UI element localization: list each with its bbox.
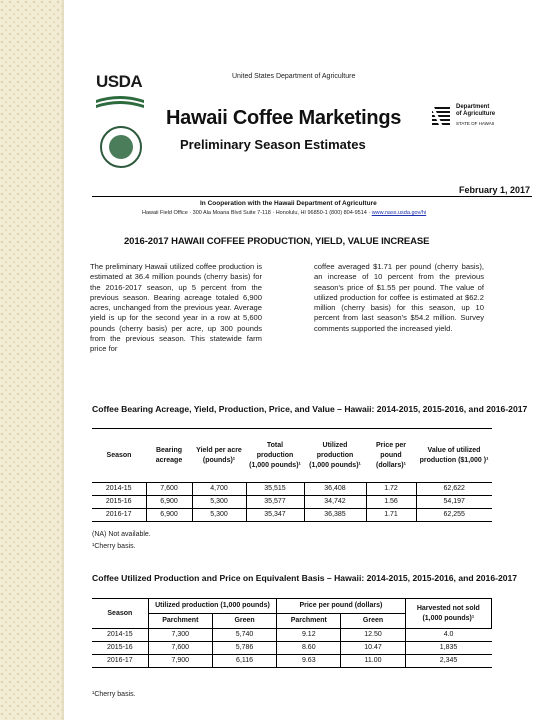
column-header: Harvested not sold (1,000 pounds)¹ xyxy=(405,599,491,629)
table-row xyxy=(92,496,492,509)
header-divider xyxy=(92,196,532,197)
equivalent-basis-table xyxy=(92,598,492,668)
document-page xyxy=(70,0,532,720)
column-header: Total production (1,000 pounds)¹ xyxy=(246,429,304,483)
usda-swoosh-icon xyxy=(96,94,144,112)
table-cell: 12.50 xyxy=(341,629,405,642)
table-row xyxy=(92,629,492,642)
column-header: Season xyxy=(92,429,146,483)
usda-logo xyxy=(96,72,148,118)
table-cell: 2014-15 xyxy=(92,483,146,496)
usda-logo-text: USDA xyxy=(96,72,143,91)
table-cell: 2014-15 xyxy=(92,629,148,642)
table-cell: 35,515 xyxy=(246,483,304,496)
column-header: Price per pound (dollars)¹ xyxy=(366,429,416,483)
column-header: Utilized production (1,000 pounds)¹ xyxy=(304,429,366,483)
column-header: Season xyxy=(92,599,148,629)
table-cell: 2016-17 xyxy=(92,655,148,668)
cooperation-line: In Cooperation with the Hawaii Department of Agriculture xyxy=(200,200,377,207)
column-group-header: Utilized production (1,000 pounds) xyxy=(148,599,276,614)
decorative-side-strip xyxy=(0,0,62,720)
hawaii-doa-line2: of Agriculture xyxy=(456,111,496,117)
table-cell: 1,835 xyxy=(405,642,491,655)
table-cell: 1.56 xyxy=(366,496,416,509)
table-cell: 54,197 xyxy=(416,496,492,509)
page-subtitle: Preliminary Season Estimates xyxy=(180,137,366,152)
table-cell: 9.12 xyxy=(277,629,341,642)
table-row xyxy=(92,483,492,496)
table-cell: 5,740 xyxy=(212,629,276,642)
us-department-label: United States Department of Agriculture xyxy=(232,73,356,80)
release-date: February 1, 2017 xyxy=(458,185,530,195)
table-cell: 5,300 xyxy=(192,509,246,522)
table-cell: 1.71 xyxy=(366,509,416,522)
production-table xyxy=(92,428,492,522)
page-title: Hawaii Coffee Marketings xyxy=(166,107,402,129)
table-cell: 10.47 xyxy=(341,642,405,655)
column-header: Bearing acreage xyxy=(146,429,192,483)
address-text: Hawaii Field Office · 300 Ala Moana Blvd Suite 7-118 · Honolulu, HI 96850-1 (800) 804-9514 · xyxy=(142,210,372,216)
column-header: Yield per acre (pounds)¹ xyxy=(192,429,246,483)
table-cell: 2,345 xyxy=(405,655,491,668)
table-cell: 7,300 xyxy=(148,629,212,642)
table-cell: 2015-16 xyxy=(92,642,148,655)
column-header: Value of utilized production ($1,000 )¹ xyxy=(416,429,492,483)
table-cell: 62,622 xyxy=(416,483,492,496)
website-link[interactable]: www.nass.usda.gov/hi xyxy=(371,210,427,216)
hawaii-doa-mark-icon xyxy=(430,104,452,130)
table-cell: 6,900 xyxy=(146,496,192,509)
table-cell: 5,786 xyxy=(212,642,276,655)
hawaii-doa-line1: Department xyxy=(456,104,490,110)
table-cell: 35,577 xyxy=(246,496,304,509)
table-cell: 36,408 xyxy=(304,483,366,496)
table2-title: Coffee Utilized Production and Price on Equivalent Basis – Hawaii: 2014-2015, 2015-2016, and 2016-2017 xyxy=(92,573,518,583)
table-cell: 9.63 xyxy=(277,655,341,668)
table-cell: 35,347 xyxy=(246,509,304,522)
column-group-header: Price per pound (dollars) xyxy=(277,599,405,614)
column-subheader: Green xyxy=(341,614,405,629)
body-paragraph-left: The preliminary Hawaii utilized coffee production is estimated at 36.4 million pounds (cherry basis) for the 2016-2017 season, up 5 percent from the previous season. Bearing acreage totaled 6,900 acres, unchanged from the previous year. Average yield is up for the second year in a row at 5,600 pounds (cherry basis) per acre, up 300 pounds from the previous season. This statewide farm price for xyxy=(90,262,262,354)
body-paragraph-right: coffee averaged $1.71 per pound (cherry basis), an increase of 10 percent from the previous season's price of $1.55 per pound. The value of utilized production for coffee is estimated at $62.2 million (cherry basis) for this season, up 10 percent from last season's $54.2 million. Survey comments supported the increased yield. xyxy=(314,262,484,333)
table-cell: 4.0 xyxy=(405,629,491,642)
table-row xyxy=(92,509,492,522)
column-subheader: Parchment xyxy=(148,614,212,629)
table1-note-na: (NA) Not available. xyxy=(92,531,151,538)
table1-note-cherry: ¹Cherry basis. xyxy=(92,543,136,550)
strip-edge xyxy=(62,0,64,720)
table-cell: 6,116 xyxy=(212,655,276,668)
hawaii-doa-line3: STATE OF HAWAII xyxy=(456,121,495,126)
hawaii-doa-logo xyxy=(430,104,500,134)
table-cell: 5,300 xyxy=(192,496,246,509)
table-cell: 34,742 xyxy=(304,496,366,509)
table-row xyxy=(92,642,492,655)
table-cell: 2015-16 xyxy=(92,496,146,509)
seal-center xyxy=(109,135,133,159)
table-cell: 7,900 xyxy=(148,655,212,668)
table2-note-cherry: ¹Cherry basis. xyxy=(92,691,136,698)
table-cell: 36,385 xyxy=(304,509,366,522)
table-cell: 2016-17 xyxy=(92,509,146,522)
column-subheader: Parchment xyxy=(277,614,341,629)
table-row xyxy=(92,655,492,668)
field-office-address xyxy=(142,210,426,216)
table-cell: 7,600 xyxy=(146,483,192,496)
table-cell: 4,700 xyxy=(192,483,246,496)
table-header-row xyxy=(92,599,492,614)
table-cell: 62,255 xyxy=(416,509,492,522)
table-cell: 7,600 xyxy=(148,642,212,655)
table-header-row xyxy=(92,429,492,483)
column-subheader: Green xyxy=(212,614,276,629)
table-cell: 6,900 xyxy=(146,509,192,522)
report-headline: 2016-2017 HAWAII COFFEE PRODUCTION, YIELD, VALUE INCREASE xyxy=(124,236,430,247)
table1-title: Coffee Bearing Acreage, Yield, Production, Price, and Value – Hawaii: 2014-2015, 2015-2016, and 2016-2017 xyxy=(92,404,528,414)
table-cell: 11.00 xyxy=(341,655,405,668)
state-seal-icon xyxy=(100,126,142,168)
table-cell: 1.72 xyxy=(366,483,416,496)
table-cell: 8.60 xyxy=(277,642,341,655)
